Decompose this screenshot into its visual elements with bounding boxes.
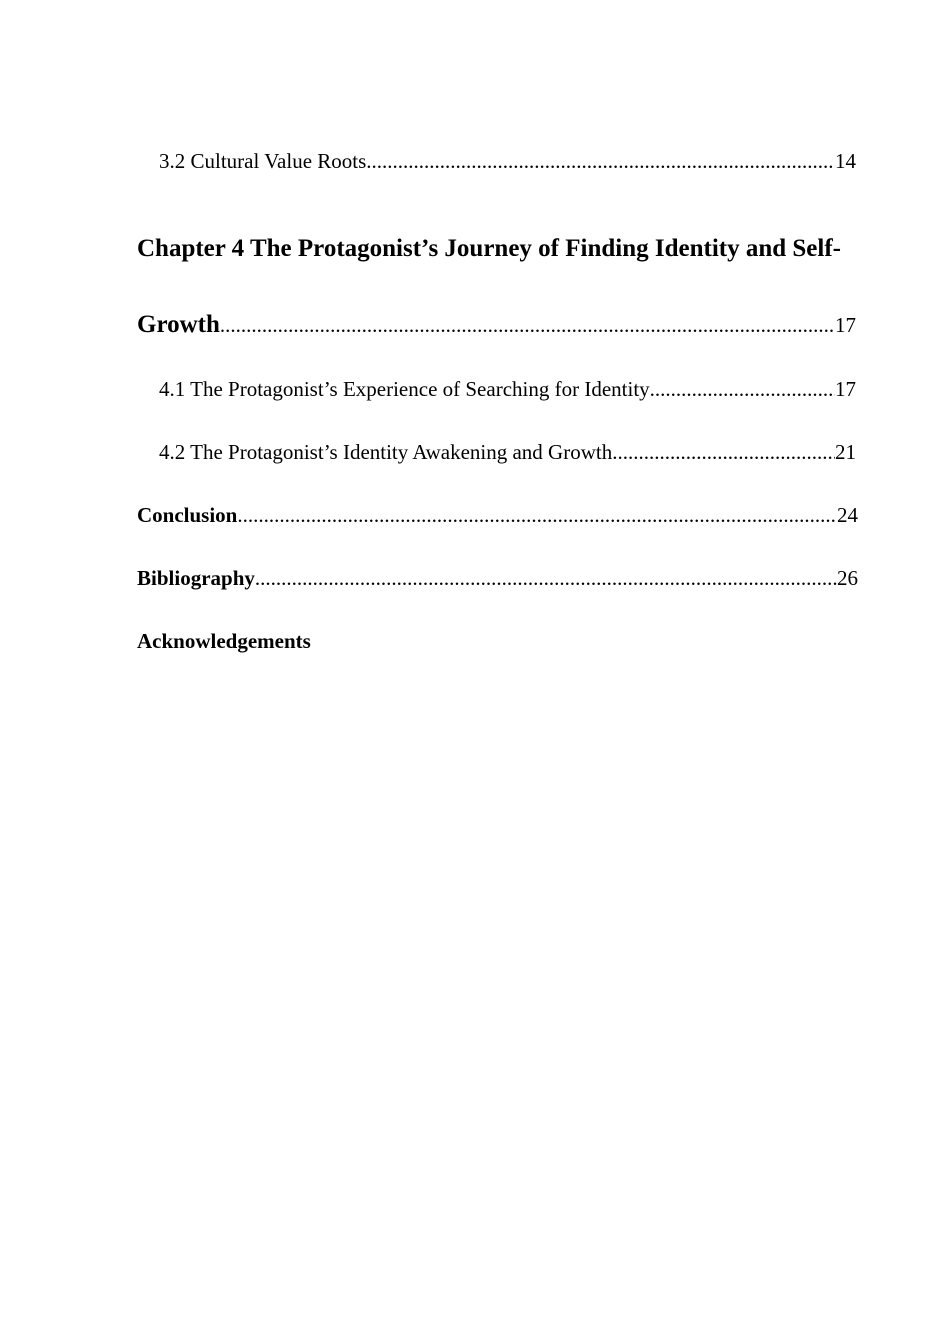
toc-entry-3-2[interactable] [137,142,858,205]
toc-entry-acknowledgements[interactable] [137,622,858,685]
toc-entry-label: Conclusion [137,503,238,527]
toc-entry-page-number: 21 [835,440,856,464]
dot-leader [237,496,837,534]
toc-entry-label: Bibliography [137,566,255,590]
toc-entry-page-number: 24 [837,503,858,527]
toc-entry-label: 3.2 Cultural Value Roots [159,149,367,173]
toc-entry-page-number: 26 [837,566,858,590]
toc-entry-label: 4.2 The Protagonist’s Identity Awakening and Growth [159,440,613,464]
toc-chapter-title-line1: Chapter 4 The Protagonist’s Journey of Finding Identity and Self- [137,235,842,262]
toc-entry-4-2[interactable] [137,433,858,496]
table-of-contents [137,142,858,685]
toc-entry-label: Acknowledgements [137,629,311,653]
toc-entry-chapter-4-continued[interactable] [137,306,858,370]
dot-leader [255,559,837,597]
dot-leader [220,306,835,344]
toc-entry-page-number: 17 [835,377,856,401]
toc-entry-bibliography[interactable] [137,559,858,622]
dot-leader [366,142,835,180]
dot-leader [650,370,835,408]
toc-entry-4-1[interactable] [137,370,858,433]
toc-entry-conclusion[interactable] [137,496,858,559]
toc-entry-page-number: 17 [835,313,856,337]
toc-entry-chapter-4[interactable] [137,230,858,268]
toc-chapter-title-line2: Growth [137,311,220,338]
toc-entry-page-number: 14 [835,149,856,173]
dot-leader [612,433,835,471]
toc-entry-label: 4.1 The Protagonist’s Experience of Searching for Identity [159,377,650,401]
